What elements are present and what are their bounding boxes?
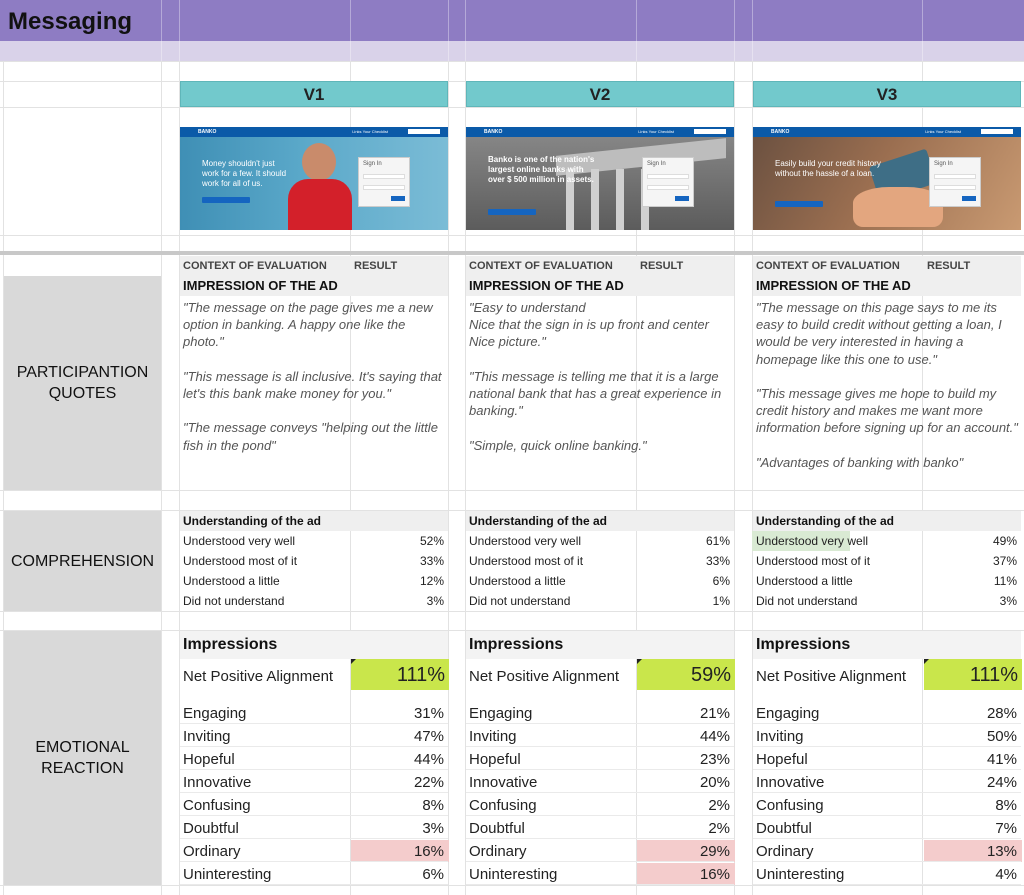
- comprehension-row: [753, 574, 1021, 594]
- ad-screenshot-v2: [466, 127, 734, 230]
- impression-row: [753, 705, 1021, 728]
- participant-quote: "The message conveys "helping out the little fish in the pond": [183, 420, 438, 453]
- impression-label: Confusing: [756, 797, 824, 814]
- row-divider: [466, 792, 734, 793]
- comprehension-value: 52%: [419, 534, 444, 548]
- impression-row: [753, 774, 1021, 797]
- comment-marker: [351, 659, 356, 664]
- impression-header: IMPRESSION OF THE AD: [466, 276, 734, 296]
- npa-value: 111%: [969, 664, 1018, 686]
- impression-row: [466, 728, 734, 751]
- comprehension-row: [466, 594, 734, 614]
- impression-row: [180, 751, 448, 774]
- row-divider: [753, 769, 1021, 770]
- ad-cta-button: [775, 201, 823, 207]
- impression-value: 4%: [995, 866, 1017, 883]
- ad-logo: BANKO: [771, 129, 790, 135]
- ad-search-box: [981, 129, 1013, 134]
- impression-value: 44%: [413, 751, 444, 768]
- impression-value: 23%: [699, 751, 730, 768]
- comprehension-value: 33%: [705, 554, 730, 568]
- ad-nav-bar: [466, 127, 734, 137]
- row-divider: [466, 723, 734, 724]
- comprehension-label: Understood a little: [183, 574, 280, 588]
- context-header: CONTEXT OF EVALUATION: [183, 260, 327, 272]
- ad-nav-bar: [180, 127, 448, 137]
- row-divider: [180, 838, 448, 839]
- npa-row: [180, 668, 350, 690]
- ad-hero-text: Banko is one of the nation's largest online banks with over $ 500 million in assets.: [488, 155, 595, 184]
- ad-signin-box: [642, 157, 694, 207]
- impression-row: [753, 866, 1021, 889]
- comprehension-label: Understood a little: [469, 574, 566, 588]
- impression-value: 3%: [422, 820, 444, 837]
- row-divider: [466, 746, 734, 747]
- comprehension-label: Did not understand: [756, 594, 858, 608]
- title-bar: [0, 0, 1024, 41]
- ad-password-field: [647, 185, 689, 190]
- ad-search-box: [408, 129, 440, 134]
- comprehension-label: Understood very well: [756, 534, 869, 548]
- impression-value: 28%: [986, 705, 1017, 722]
- npa-label: Net Positive Alignment: [183, 668, 334, 685]
- impression-label: Doubtful: [183, 820, 239, 837]
- comprehension-header: Understanding of the ad: [753, 511, 1021, 531]
- impression-value: 16%: [699, 866, 730, 883]
- participant-quote: "This message is telling me that it is a large national bank that has a great experience in banking.": [469, 368, 722, 419]
- impression-row: [180, 866, 448, 889]
- participant-quote: "Advantages of banking with banko": [756, 454, 964, 470]
- impression-row: [180, 843, 448, 866]
- impression-label: Ordinary: [756, 843, 814, 860]
- impression-header: IMPRESSION OF THE AD: [753, 276, 1021, 296]
- row-divider: [466, 815, 734, 816]
- section-label-emotional-text: EMOTIONAL REACTION: [35, 739, 130, 777]
- impressions-header: Impressions: [753, 631, 1021, 659]
- comprehension-label: Understood a little: [756, 574, 853, 588]
- comprehension-label: Understood most of it: [183, 554, 298, 568]
- participant-quote: "Simple, quick online banking.": [469, 437, 647, 453]
- impression-label: Inviting: [756, 728, 804, 745]
- ad-signin-title: Sign In: [934, 161, 953, 167]
- impression-label: Ordinary: [469, 843, 527, 860]
- comprehension-label: Did not understand: [469, 594, 571, 608]
- impression-value: 20%: [699, 774, 730, 791]
- impression-value: 6%: [422, 866, 444, 883]
- ad-search-box: [694, 129, 726, 134]
- ad-nav-bar: [753, 127, 1021, 137]
- ad-signin-title: Sign In: [363, 161, 382, 167]
- ad-signin-box: [929, 157, 981, 207]
- impression-value: 16%: [413, 843, 444, 860]
- npa-value-cell: [924, 659, 1022, 690]
- comprehension-header: Understanding of the ad: [466, 511, 734, 531]
- impression-row: [180, 774, 448, 797]
- comprehension-row: [180, 534, 448, 554]
- comprehension-label: Understood most of it: [469, 554, 584, 568]
- row-divider: [180, 723, 448, 724]
- ad-hero-text: Easily build your credit history without the hassle of a loan.: [775, 159, 881, 178]
- impression-label: Hopeful: [183, 751, 235, 768]
- impression-row: [466, 797, 734, 820]
- result-header: RESULT: [354, 260, 398, 272]
- ad-logo: BANKO: [198, 129, 217, 135]
- impression-label: Doubtful: [469, 820, 525, 837]
- comprehension-value: 6%: [712, 574, 730, 588]
- comprehension-label: Understood most of it: [756, 554, 871, 568]
- row-divider: [466, 861, 734, 862]
- comprehension-row: [753, 554, 1021, 574]
- impression-row: [180, 705, 448, 728]
- quotes-block: [753, 296, 1021, 491]
- comment-marker: [637, 659, 642, 664]
- comment-marker: [924, 659, 929, 664]
- comprehension-row: [466, 574, 734, 594]
- impression-label: Engaging: [756, 705, 820, 722]
- row-divider: [753, 723, 1021, 724]
- row-divider: [753, 884, 1021, 885]
- impression-row: [753, 843, 1021, 866]
- section-label-emotional: [4, 631, 161, 885]
- row-divider: [180, 815, 448, 816]
- ad-password-field: [363, 185, 405, 190]
- ad-signin-box: [358, 157, 410, 207]
- participant-quote: "The message on the page gives me a new option in banking. A happy one like the photo.": [183, 300, 433, 350]
- impression-label: Inviting: [183, 728, 231, 745]
- ad-nav-links: Links Your Checklist: [638, 129, 674, 134]
- impression-row: [753, 728, 1021, 751]
- ad-nav-links: Links Your Checklist: [352, 129, 388, 134]
- impression-label: Uninteresting: [183, 866, 272, 883]
- impression-label: Innovative: [469, 774, 538, 791]
- ad-username-field: [934, 174, 976, 179]
- section-label-quotes-text: PARTICIPANTION QUOTES: [16, 364, 149, 402]
- npa-value: 59%: [690, 664, 731, 686]
- impression-row: [180, 728, 448, 751]
- comprehension-value: 3%: [999, 594, 1017, 608]
- ad-signin-button: [391, 196, 405, 201]
- ad-username-field: [647, 174, 689, 179]
- impression-label: Innovative: [183, 774, 252, 791]
- comprehension-value: 37%: [992, 554, 1017, 568]
- ad-password-field: [934, 185, 976, 190]
- context-header-row: [180, 256, 448, 276]
- comprehension-row: [180, 554, 448, 574]
- comprehension-row: [466, 554, 734, 574]
- impression-value: 8%: [995, 797, 1017, 814]
- section-divider: [0, 251, 1024, 255]
- comprehension-value: 3%: [426, 594, 444, 608]
- section-label-comprehension: [4, 511, 161, 611]
- row-divider: [180, 792, 448, 793]
- context-header: CONTEXT OF EVALUATION: [756, 260, 900, 272]
- participant-quote: "This message is all inclusive. It's saying that let's this bank make money for you.": [183, 368, 442, 401]
- comprehension-value: 49%: [992, 534, 1017, 548]
- ad-cta-button: [488, 209, 536, 215]
- impression-value: 2%: [708, 797, 730, 814]
- impression-header: IMPRESSION OF THE AD: [180, 276, 448, 296]
- comprehension-value: 33%: [419, 554, 444, 568]
- impression-label: Uninteresting: [756, 866, 845, 883]
- impression-label: Ordinary: [183, 843, 241, 860]
- impression-row: [466, 705, 734, 728]
- impression-label: Engaging: [183, 705, 247, 722]
- ad-cta-button: [202, 197, 250, 203]
- ad-screenshot-v3: [753, 127, 1021, 230]
- impression-value: 13%: [986, 843, 1017, 860]
- ad-hero-text: Money shouldn't just work for a few. It should work for all of us.: [202, 159, 287, 188]
- context-header-row: [466, 256, 734, 276]
- impression-label: Uninteresting: [469, 866, 558, 883]
- impression-row: [180, 797, 448, 820]
- ad-logo: BANKO: [484, 129, 503, 135]
- comprehension-value: 1%: [712, 594, 730, 608]
- impression-value: 21%: [699, 705, 730, 722]
- title-sub-bar: [0, 41, 1024, 61]
- participant-quote: "The message on this page says to me its easy to build credit without getting a loan, I would be very interested in having a homepage like this one to use.": [756, 300, 1002, 367]
- comprehension-row: [466, 534, 734, 554]
- quotes-block: [466, 296, 734, 474]
- row-divider: [753, 746, 1021, 747]
- version-header-v2: V2: [466, 81, 734, 107]
- impression-label: Hopeful: [756, 751, 808, 768]
- ad-signin-button: [962, 196, 976, 201]
- row-divider: [753, 861, 1021, 862]
- npa-value-cell: [351, 659, 449, 690]
- npa-label: Net Positive Alignment: [756, 668, 907, 685]
- comprehension-row: [753, 534, 1021, 554]
- comprehension-value: 11%: [993, 574, 1017, 588]
- row-divider: [466, 769, 734, 770]
- row-divider: [753, 815, 1021, 816]
- comprehension-row: [753, 594, 1021, 614]
- npa-row: [466, 668, 636, 690]
- ad-username-field: [363, 174, 405, 179]
- ad-signin-title: Sign In: [647, 161, 666, 167]
- impression-row: [753, 751, 1021, 774]
- row-divider: [180, 884, 448, 885]
- comprehension-value: 12%: [419, 574, 444, 588]
- npa-label: Net Positive Alignment: [469, 668, 620, 685]
- impression-label: Inviting: [469, 728, 517, 745]
- impression-value: 2%: [708, 820, 730, 837]
- version-header-v1: V1: [180, 81, 448, 107]
- comprehension-label: Did not understand: [183, 594, 285, 608]
- comprehension-value: 61%: [705, 534, 730, 548]
- context-header: CONTEXT OF EVALUATION: [469, 260, 613, 272]
- row-divider: [180, 769, 448, 770]
- impression-value: 24%: [986, 774, 1017, 791]
- ad-signin-button: [675, 196, 689, 201]
- impression-label: Innovative: [756, 774, 825, 791]
- comprehension-label: Understood very well: [469, 534, 582, 548]
- impression-value: 47%: [413, 728, 444, 745]
- impression-row: [753, 797, 1021, 820]
- impression-label: Doubtful: [756, 820, 812, 837]
- impression-row: [466, 751, 734, 774]
- comprehension-label: Understood very well: [183, 534, 296, 548]
- impression-value: 41%: [986, 751, 1017, 768]
- row-divider: [753, 792, 1021, 793]
- comprehension-row: [180, 594, 448, 614]
- ad-screenshot-v1: [180, 127, 448, 230]
- participant-quote: "This message gives me hope to build my credit history and makes me want more information before signing up for an account.": [756, 386, 1018, 436]
- impression-value: 31%: [413, 705, 444, 722]
- impression-row: [466, 866, 734, 889]
- ad-nav-links: Links Your Checklist: [925, 129, 961, 134]
- participant-quote: "Easy to understand Nice that the sign in is up front and center Nice picture.": [469, 300, 709, 350]
- impression-value: 44%: [699, 728, 730, 745]
- comprehension-header: Understanding of the ad: [180, 511, 448, 531]
- section-label-quotes: [4, 276, 161, 490]
- impression-value: 29%: [699, 843, 730, 860]
- context-header-row: [753, 256, 1021, 276]
- impression-label: Hopeful: [469, 751, 521, 768]
- row-divider: [753, 838, 1021, 839]
- impressions-header: Impressions: [180, 631, 448, 659]
- impression-label: Confusing: [469, 797, 537, 814]
- npa-row: [753, 668, 923, 690]
- impression-value: 50%: [986, 728, 1017, 745]
- npa-value-cell: [637, 659, 735, 690]
- impression-value: 22%: [413, 774, 444, 791]
- comprehension-row: [180, 574, 448, 594]
- impression-label: Confusing: [183, 797, 251, 814]
- row-divider: [466, 838, 734, 839]
- row-divider: [466, 884, 734, 885]
- page-title: Messaging: [8, 8, 133, 35]
- impressions-header: Impressions: [466, 631, 734, 659]
- impression-label: Engaging: [469, 705, 533, 722]
- npa-value: 111%: [396, 664, 445, 686]
- result-header: RESULT: [640, 260, 684, 272]
- row-divider: [180, 746, 448, 747]
- impression-row: [466, 774, 734, 797]
- impression-value: 7%: [995, 820, 1017, 837]
- section-label-comprehension-text: COMPREHENSION: [10, 552, 155, 570]
- quotes-block: [180, 296, 448, 474]
- version-header-v3: V3: [753, 81, 1021, 107]
- hero-image: [280, 139, 360, 230]
- row-divider: [180, 861, 448, 862]
- result-header: RESULT: [927, 260, 971, 272]
- impression-value: 8%: [422, 797, 444, 814]
